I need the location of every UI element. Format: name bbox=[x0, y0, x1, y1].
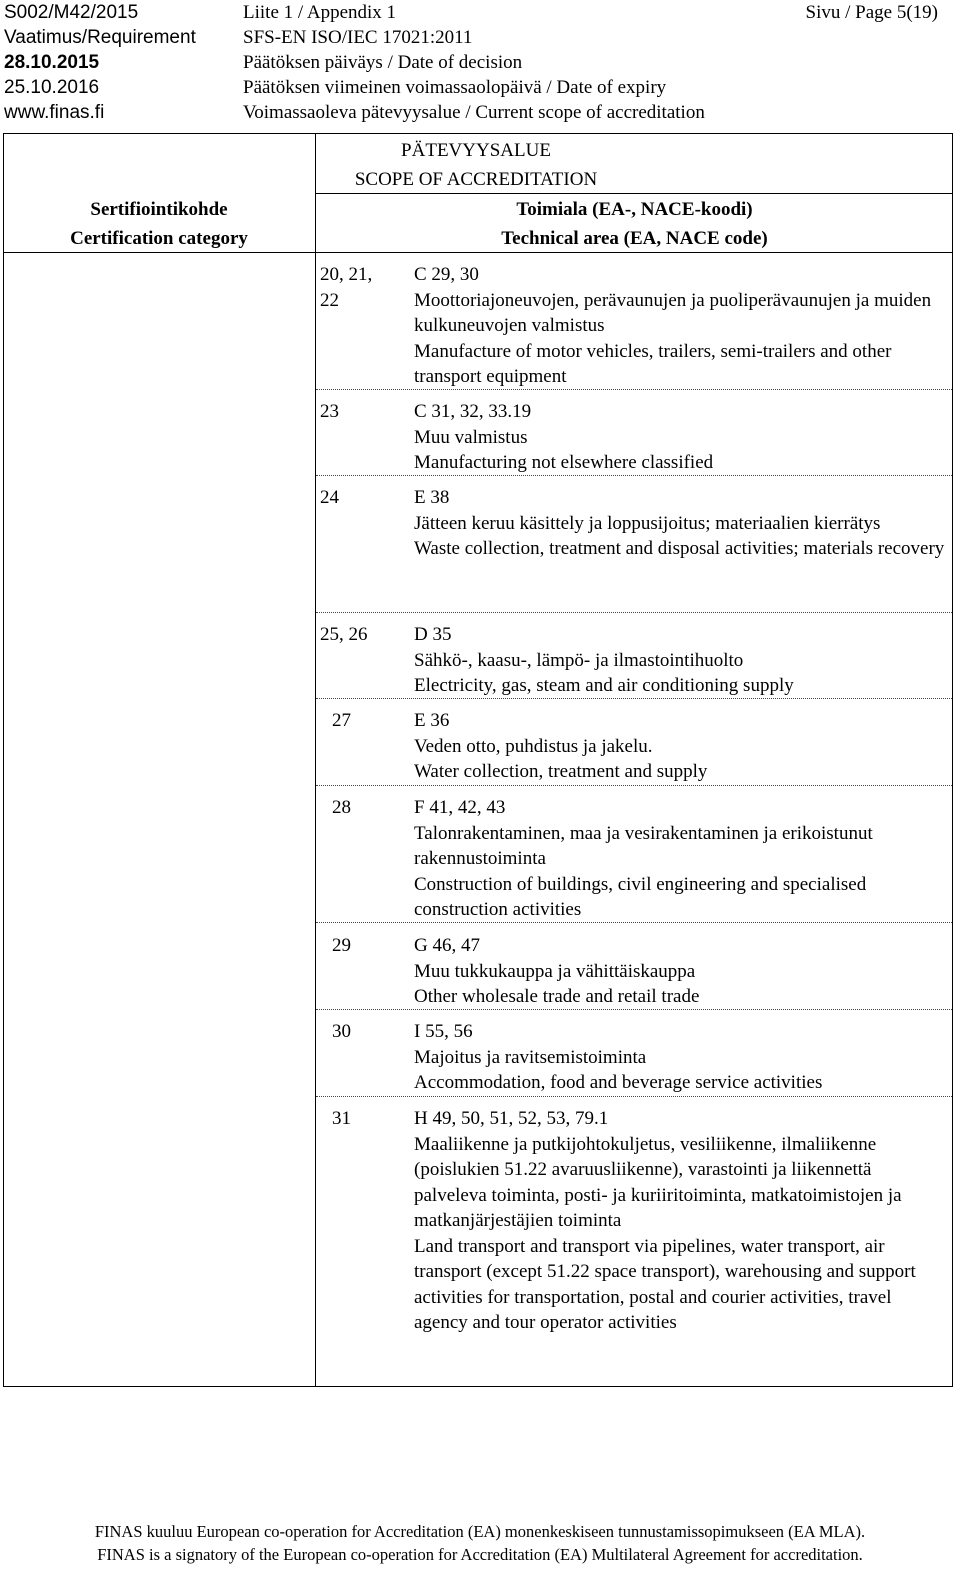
document-id: S002/M42/2015 bbox=[4, 2, 139, 23]
nace-code: C 29, 30 bbox=[414, 264, 479, 285]
standard-label: SFS-EN ISO/IEC 17021:2011 bbox=[243, 27, 473, 48]
row-separator bbox=[316, 698, 952, 699]
row-separator bbox=[316, 475, 952, 476]
decision-date-label: Päätöksen päiväys / Date of decision bbox=[243, 52, 523, 73]
description-fi: Jätteen keruu käsittely ja loppusijoitus; materiaalien kierrätys bbox=[414, 512, 881, 534]
ea-code: 30 bbox=[332, 1021, 351, 1042]
description-en: Waste collection, treatment and disposal activities; materials recovery bbox=[414, 538, 945, 559]
description-en: Water collection, treatment and supply bbox=[414, 761, 708, 782]
ea-code: 31 bbox=[332, 1108, 351, 1129]
description-fi: Talonrakentaminen, maa ja vesirakentaminen ja erikoistunut rakennustoiminta bbox=[414, 822, 873, 869]
ea-code: 28 bbox=[332, 797, 351, 818]
website-link[interactable]: www.finas.fi bbox=[4, 102, 105, 123]
row-separator bbox=[316, 922, 952, 923]
area-header-fi: Toimiala (EA-, NACE-koodi) bbox=[516, 199, 753, 220]
description-en: Accommodation, food and beverage service activities bbox=[414, 1072, 823, 1093]
description-en: Other wholesale trade and retail trade bbox=[414, 986, 700, 1007]
requirement-label: Vaatimus/Requirement bbox=[4, 27, 196, 48]
category-header-en: Certification category bbox=[70, 228, 248, 249]
column-divider bbox=[315, 133, 316, 1387]
ea-code: 25, 26 bbox=[320, 624, 368, 645]
row-separator bbox=[316, 612, 952, 613]
technical-area-header bbox=[316, 195, 953, 253]
nace-code: D 35 bbox=[414, 624, 452, 645]
ea-code: 24 bbox=[320, 487, 339, 508]
description-fi: Veden otto, puhdistus ja jakelu. bbox=[414, 735, 653, 757]
expiry-date: 25.10.2016 bbox=[4, 77, 100, 98]
nace-code: H 49, 50, 51, 52, 53, 79.1 bbox=[414, 1108, 609, 1129]
appendix-label: Liite 1 / Appendix 1 bbox=[243, 2, 397, 23]
nace-code: E 36 bbox=[414, 710, 450, 731]
row-separator bbox=[316, 1096, 952, 1097]
scope-title-en: SCOPE OF ACCREDITATION bbox=[354, 169, 598, 190]
description-fi: Maaliikenne ja putkijohtokuljetus, vesiliikenne, ilmaliikenne (poislukien 51.22 avaruusliikenne), varastointi ja liikennettä palveleva toiminta, posti- ja kuriiritoiminta, matkatoimistojen ja matkanjärjestäjien toiminta bbox=[414, 1133, 902, 1231]
description-en: Construction of buildings, civil engineering and specialised construction activities bbox=[414, 873, 867, 920]
area-header-en: Technical area (EA, NACE code) bbox=[501, 228, 768, 249]
description-fi: Muu tukkukauppa ja vähittäiskauppa bbox=[414, 960, 696, 982]
row-separator bbox=[316, 785, 952, 786]
nace-code: F 41, 42, 43 bbox=[414, 797, 506, 818]
footer-en: FINAS is a signatory of the European co-operation for Accreditation (EA) Multilateral Agreement for accreditation. bbox=[97, 1545, 863, 1564]
footer-fi: FINAS kuuluu European co-operation for Accreditation (EA) monenkeskiseen tunnustamissopimukseen (EA MLA). bbox=[94, 1522, 866, 1541]
description-fi: Moottoriajoneuvojen, perävaunujen ja puoliperävaunujen ja muiden kulkuneuvojen valmistus bbox=[414, 289, 932, 336]
ea-code: 29 bbox=[332, 935, 351, 956]
decision-date: 28.10.2015 bbox=[4, 52, 100, 73]
category-header-fi: Sertifiointikohde bbox=[90, 199, 228, 220]
description-en: Land transport and transport via pipelines, water transport, air transport (except 51.22 space transport), warehousing and support activities for transportation, postal and courier activities, travel agency and tour operator activities bbox=[414, 1235, 916, 1333]
description-en: Electricity, gas, steam and air conditioning supply bbox=[414, 675, 794, 696]
scope-title bbox=[316, 136, 636, 194]
ea-code: 27 bbox=[332, 710, 351, 731]
description-fi: Sähkö-, kaasu-, lämpö- ja ilmastointihuolto bbox=[414, 649, 744, 671]
header-middle-column bbox=[243, 0, 705, 125]
scope-label: Voimassaoleva pätevyysalue / Current scope of accreditation bbox=[243, 102, 705, 123]
page-number: Sivu / Page 5(19) bbox=[805, 2, 938, 23]
description-fi: Majoitus ja ravitsemistoiminta bbox=[414, 1046, 647, 1068]
scope-title-fi: PÄTEVYYSALUE bbox=[401, 140, 551, 161]
nace-code: I 55, 56 bbox=[414, 1021, 473, 1042]
expiry-date-label: Päätöksen viimeinen voimassaolopäivä / Date of expiry bbox=[243, 77, 667, 98]
ea-code: 23 bbox=[320, 401, 339, 422]
description-fi: Muu valmistus bbox=[414, 426, 528, 448]
row-separator bbox=[316, 1009, 952, 1010]
header-left-column bbox=[4, 0, 196, 125]
category-header bbox=[3, 195, 315, 253]
ea-code: 20, 21, 22 bbox=[320, 264, 373, 311]
description-en: Manufacturing not elsewhere classified bbox=[414, 452, 714, 473]
nace-code: E 38 bbox=[414, 487, 450, 508]
row-separator bbox=[316, 389, 952, 390]
nace-code: C 31, 32, 33.19 bbox=[414, 401, 532, 422]
nace-code: G 46, 47 bbox=[414, 935, 480, 956]
description-en: Manufacture of motor vehicles, trailers, semi-trailers and other transport equipment bbox=[414, 340, 892, 387]
